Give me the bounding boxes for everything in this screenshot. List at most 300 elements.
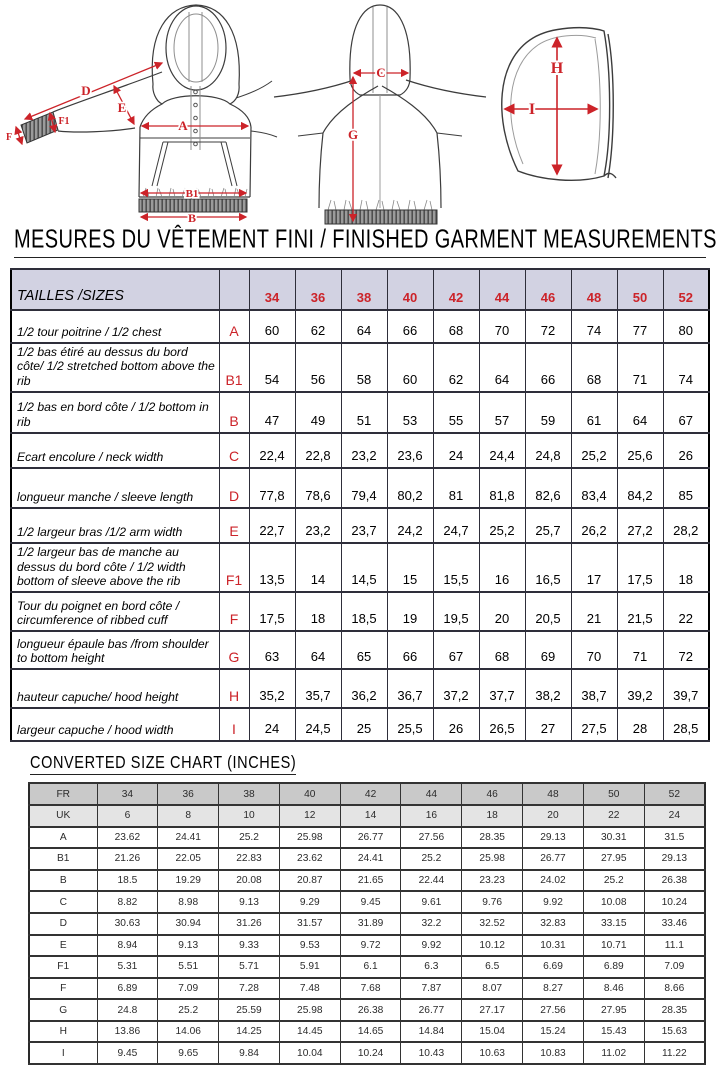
value-cell: 8 xyxy=(158,805,219,827)
value-cell: 15,5 xyxy=(433,543,479,592)
value-cell: 24 xyxy=(644,805,705,827)
row-label: B xyxy=(29,870,97,892)
value-cell: 80 xyxy=(663,310,709,343)
measurements-table-body xyxy=(11,310,709,741)
measurement-row xyxy=(11,543,709,592)
value-cell: 9.33 xyxy=(219,935,280,957)
value-cell: 52 xyxy=(663,269,709,310)
value-cell: 26,2 xyxy=(571,508,617,543)
value-cell: 67 xyxy=(663,392,709,433)
value-cell: 38,2 xyxy=(525,669,571,708)
value-cell: 21.26 xyxy=(97,848,158,870)
value-cell: 8.27 xyxy=(523,978,584,1000)
measurement-row xyxy=(11,468,709,508)
value-cell: 11.02 xyxy=(583,1042,644,1064)
value-cell: 53 xyxy=(387,392,433,433)
value-cell: 74 xyxy=(571,310,617,343)
measure-label-f1: F1 xyxy=(58,116,70,127)
value-cell: 32.52 xyxy=(462,913,523,935)
value-cell: 22,4 xyxy=(249,433,295,468)
value-cell: 26 xyxy=(663,433,709,468)
value-cell: 11.1 xyxy=(644,935,705,957)
value-cell: 21.65 xyxy=(340,870,401,892)
value-cell: 29.13 xyxy=(523,827,584,849)
value-cell: 14.06 xyxy=(158,1021,219,1043)
value-cell: 24.8 xyxy=(97,999,158,1021)
value-cell: 6.89 xyxy=(583,956,644,978)
value-cell: 68 xyxy=(433,310,479,343)
value-cell: 22,7 xyxy=(249,508,295,543)
measurement-row xyxy=(11,631,709,669)
value-cell: 29.13 xyxy=(644,848,705,870)
row-label: F1 xyxy=(29,956,97,978)
row-label: E xyxy=(29,935,97,957)
value-cell: 18 xyxy=(462,805,523,827)
measurement-row xyxy=(11,592,709,631)
value-cell: 10 xyxy=(219,805,280,827)
row-label: I xyxy=(29,1042,97,1064)
value-cell: 25,5 xyxy=(387,708,433,741)
value-cell: 9.76 xyxy=(462,891,523,913)
measure-label-g: G xyxy=(347,127,359,142)
row-label: longueur épaule bas /from shoulder to bottom height xyxy=(11,631,219,669)
value-cell: 16 xyxy=(401,805,462,827)
value-cell: 40 xyxy=(387,269,433,310)
value-cell: 21,5 xyxy=(617,592,663,631)
row-label: A xyxy=(29,827,97,849)
value-cell: 39,7 xyxy=(663,669,709,708)
header-row xyxy=(11,269,709,310)
value-cell: 27.56 xyxy=(523,999,584,1021)
converted-chart-title: CONVERTED SIZE CHART (INCHES) xyxy=(30,754,297,774)
measure-label-c: C xyxy=(376,65,386,80)
value-cell: 23,6 xyxy=(387,433,433,468)
measure-label-i: I xyxy=(528,101,536,118)
value-cell: 14.25 xyxy=(219,1021,280,1043)
value-cell: 59 xyxy=(525,392,571,433)
value-cell: 8.07 xyxy=(462,978,523,1000)
value-cell: 19,5 xyxy=(433,592,479,631)
value-cell: 84,2 xyxy=(617,468,663,508)
measurement-row xyxy=(11,433,709,468)
value-cell: 10.12 xyxy=(462,935,523,957)
value-cell: 9.45 xyxy=(97,1042,158,1064)
measurement-row xyxy=(11,708,709,741)
value-cell: 24 xyxy=(433,433,479,468)
value-cell: 28.35 xyxy=(644,999,705,1021)
value-cell: 6.3 xyxy=(401,956,462,978)
row-letter: C xyxy=(219,433,249,468)
value-cell: 20.08 xyxy=(219,870,280,892)
value-cell: 26,5 xyxy=(479,708,525,741)
row-letter: A xyxy=(219,310,249,343)
value-cell: 9.65 xyxy=(158,1042,219,1064)
value-cell: 14.65 xyxy=(340,1021,401,1043)
value-cell: 9.13 xyxy=(219,891,280,913)
value-cell: 31.57 xyxy=(279,913,340,935)
value-cell: 31.89 xyxy=(340,913,401,935)
value-cell: 60 xyxy=(249,310,295,343)
value-cell: 62 xyxy=(433,343,479,392)
value-cell: 10.71 xyxy=(583,935,644,957)
value-cell: 23,7 xyxy=(341,508,387,543)
value-cell: 18,5 xyxy=(341,592,387,631)
row-label: 1/2 largeur bras /1/2 arm width xyxy=(11,508,219,543)
value-cell: 30.94 xyxy=(158,913,219,935)
value-cell: 14.84 xyxy=(401,1021,462,1043)
hood-diagram xyxy=(475,8,720,213)
value-cell: 19 xyxy=(387,592,433,631)
converted-row xyxy=(29,783,705,805)
value-cell: 8.94 xyxy=(97,935,158,957)
value-cell: 38,7 xyxy=(571,669,617,708)
value-cell: 27.95 xyxy=(583,999,644,1021)
value-cell: 33.15 xyxy=(583,913,644,935)
value-cell: 15.63 xyxy=(644,1021,705,1043)
value-cell: 35,7 xyxy=(295,669,341,708)
row-label: hauteur capuche/ hood height xyxy=(11,669,219,708)
value-cell: 77 xyxy=(617,310,663,343)
value-cell: 64 xyxy=(341,310,387,343)
value-cell: 31.26 xyxy=(219,913,280,935)
row-label: 1/2 bas étiré au dessus du bord côte/ 1/2 stretched bottom above the rib xyxy=(11,343,219,392)
row-letter: E xyxy=(219,508,249,543)
value-cell: 15.43 xyxy=(583,1021,644,1043)
value-cell: 6.1 xyxy=(340,956,401,978)
value-cell: 7.09 xyxy=(644,956,705,978)
value-cell: 68 xyxy=(479,631,525,669)
value-cell: 14.45 xyxy=(279,1021,340,1043)
value-cell: 25.59 xyxy=(219,999,280,1021)
value-cell: 60 xyxy=(387,343,433,392)
row-label: G xyxy=(29,999,97,1021)
value-cell: 54 xyxy=(249,343,295,392)
value-cell: 27.17 xyxy=(462,999,523,1021)
row-letter: D xyxy=(219,468,249,508)
value-cell: 30.31 xyxy=(583,827,644,849)
converted-row xyxy=(29,848,705,870)
value-cell: 47 xyxy=(249,392,295,433)
value-cell: 66 xyxy=(387,631,433,669)
converted-row xyxy=(29,1021,705,1043)
value-cell: 27,2 xyxy=(617,508,663,543)
value-cell: 18 xyxy=(295,592,341,631)
measure-label-d: D xyxy=(81,83,91,98)
row-label: Ecart encolure / neck width xyxy=(11,433,219,468)
row-label: largeur capuche / hood width xyxy=(11,708,219,741)
value-cell: 44 xyxy=(401,783,462,805)
value-cell: 6.89 xyxy=(97,978,158,1000)
value-cell: 28.35 xyxy=(462,827,523,849)
value-cell: 11.22 xyxy=(644,1042,705,1064)
value-cell: 26.38 xyxy=(644,870,705,892)
value-cell: 14 xyxy=(340,805,401,827)
value-cell: 22.05 xyxy=(158,848,219,870)
value-cell: 26.77 xyxy=(401,999,462,1021)
value-cell: 42 xyxy=(340,783,401,805)
value-cell: 74 xyxy=(663,343,709,392)
value-cell: 6.5 xyxy=(462,956,523,978)
measure-label-h: H xyxy=(550,60,564,77)
value-cell: 70 xyxy=(571,631,617,669)
value-cell: 9.92 xyxy=(401,935,462,957)
value-cell: 23.62 xyxy=(97,827,158,849)
value-cell: 57 xyxy=(479,392,525,433)
value-cell: 9.29 xyxy=(279,891,340,913)
row-letter: F1 xyxy=(219,543,249,592)
value-cell: 70 xyxy=(479,310,525,343)
value-cell: 20,5 xyxy=(525,592,571,631)
value-cell: 22.44 xyxy=(401,870,462,892)
value-cell: 71 xyxy=(617,631,663,669)
value-cell: 46 xyxy=(462,783,523,805)
value-cell: 5.71 xyxy=(219,956,280,978)
converted-row xyxy=(29,805,705,827)
value-cell: 10.43 xyxy=(401,1042,462,1064)
value-cell: 68 xyxy=(571,343,617,392)
value-cell: 9.45 xyxy=(340,891,401,913)
back-view-diagram xyxy=(270,0,490,228)
value-cell: 65 xyxy=(341,631,387,669)
value-cell: 71 xyxy=(617,343,663,392)
measure-label-b1: B1 xyxy=(185,188,199,200)
value-cell: 10.83 xyxy=(523,1042,584,1064)
value-cell: 37,2 xyxy=(433,669,479,708)
value-cell: 31.5 xyxy=(644,827,705,849)
value-cell: 49 xyxy=(295,392,341,433)
value-cell: 14,5 xyxy=(341,543,387,592)
value-cell: 72 xyxy=(663,631,709,669)
value-cell: 27 xyxy=(525,708,571,741)
value-cell: 36 xyxy=(158,783,219,805)
value-cell: 39,2 xyxy=(617,669,663,708)
value-cell: 25.2 xyxy=(401,848,462,870)
converted-row xyxy=(29,956,705,978)
value-cell: 27,5 xyxy=(571,708,617,741)
value-cell: 81,8 xyxy=(479,468,525,508)
garment-diagrams xyxy=(0,0,720,228)
value-cell: 83,4 xyxy=(571,468,617,508)
value-cell: 16 xyxy=(479,543,525,592)
value-cell: 24 xyxy=(249,708,295,741)
measure-label-b: B xyxy=(187,211,197,225)
value-cell: 18.5 xyxy=(97,870,158,892)
row-label: TAILLES /SIZES xyxy=(11,269,219,310)
value-cell: 24,7 xyxy=(433,508,479,543)
measurement-row xyxy=(11,508,709,543)
value-cell: 64 xyxy=(617,392,663,433)
row-label: 1/2 bas en bord côte / 1/2 bottom in rib xyxy=(11,392,219,433)
value-cell: 10.63 xyxy=(462,1042,523,1064)
value-cell: 20 xyxy=(479,592,525,631)
converted-row xyxy=(29,999,705,1021)
value-cell: 42 xyxy=(433,269,479,310)
value-cell: 23.23 xyxy=(462,870,523,892)
value-cell: 27.56 xyxy=(401,827,462,849)
value-cell: 5.91 xyxy=(279,956,340,978)
value-cell: 32.2 xyxy=(401,913,462,935)
value-cell: 64 xyxy=(479,343,525,392)
value-cell: 10.24 xyxy=(340,1042,401,1064)
value-cell: 9.84 xyxy=(219,1042,280,1064)
value-cell: 67 xyxy=(433,631,479,669)
value-cell: 24.41 xyxy=(340,848,401,870)
row-label: 1/2 tour poitrine / 1/2 chest xyxy=(11,310,219,343)
value-cell: 20 xyxy=(523,805,584,827)
value-cell: 26.77 xyxy=(340,827,401,849)
value-cell: 7.48 xyxy=(279,978,340,1000)
value-cell: 77,8 xyxy=(249,468,295,508)
measurement-row xyxy=(11,392,709,433)
value-cell: 32.83 xyxy=(523,913,584,935)
converted-row xyxy=(29,870,705,892)
value-cell: 15.04 xyxy=(462,1021,523,1043)
value-cell: 40 xyxy=(279,783,340,805)
row-label: C xyxy=(29,891,97,913)
value-cell: 69 xyxy=(525,631,571,669)
value-cell: 85 xyxy=(663,468,709,508)
converted-row xyxy=(29,978,705,1000)
row-label: D xyxy=(29,913,97,935)
converted-row xyxy=(29,891,705,913)
value-cell: 25,7 xyxy=(525,508,571,543)
value-cell: 10.24 xyxy=(644,891,705,913)
value-cell: 17,5 xyxy=(617,543,663,592)
converted-row xyxy=(29,827,705,849)
measurements-table xyxy=(10,268,710,742)
value-cell: 38 xyxy=(341,269,387,310)
value-cell: 25 xyxy=(341,708,387,741)
value-cell: 79,4 xyxy=(341,468,387,508)
value-cell: 34 xyxy=(97,783,158,805)
value-cell: 25.98 xyxy=(462,848,523,870)
value-cell: 63 xyxy=(249,631,295,669)
value-cell: 6 xyxy=(97,805,158,827)
value-cell: 82,6 xyxy=(525,468,571,508)
value-cell: 36,2 xyxy=(341,669,387,708)
value-cell: 8.82 xyxy=(97,891,158,913)
value-cell: 24,8 xyxy=(525,433,571,468)
row-label: B1 xyxy=(29,848,97,870)
measurement-row xyxy=(11,669,709,708)
value-cell: 8.66 xyxy=(644,978,705,1000)
value-cell: 14 xyxy=(295,543,341,592)
converted-row xyxy=(29,913,705,935)
value-cell: 48 xyxy=(571,269,617,310)
value-cell: 5.51 xyxy=(158,956,219,978)
value-cell: 34 xyxy=(249,269,295,310)
value-cell: 25.2 xyxy=(583,870,644,892)
value-cell: 62 xyxy=(295,310,341,343)
value-cell: 10.04 xyxy=(279,1042,340,1064)
value-cell: 10.31 xyxy=(523,935,584,957)
value-cell: 6.69 xyxy=(523,956,584,978)
row-label: UK xyxy=(29,805,97,827)
measurements-table-header xyxy=(11,269,709,310)
value-cell: 16,5 xyxy=(525,543,571,592)
value-cell: 78,6 xyxy=(295,468,341,508)
row-letter: G xyxy=(219,631,249,669)
page-title: MESURES DU VÊTEMENT FINI / FINISHED GARMENT MEASUREMENTS xyxy=(14,232,706,258)
value-cell: 7.68 xyxy=(340,978,401,1000)
row-letter: B xyxy=(219,392,249,433)
value-cell: 24,5 xyxy=(295,708,341,741)
value-cell: 25.2 xyxy=(158,999,219,1021)
value-cell: 22,8 xyxy=(295,433,341,468)
measure-label-a: A xyxy=(178,118,188,133)
measurement-row xyxy=(11,310,709,343)
value-cell: 22.83 xyxy=(219,848,280,870)
measurement-row xyxy=(11,343,709,392)
value-cell: 66 xyxy=(387,310,433,343)
value-cell: 55 xyxy=(433,392,479,433)
value-cell: 13.86 xyxy=(97,1021,158,1043)
value-cell: 5.31 xyxy=(97,956,158,978)
converted-size-table xyxy=(28,782,706,1065)
value-cell: 46 xyxy=(525,269,571,310)
row-letter: H xyxy=(219,669,249,708)
value-cell: 17,5 xyxy=(249,592,295,631)
value-cell: 38 xyxy=(219,783,280,805)
value-cell: 24,4 xyxy=(479,433,525,468)
value-cell: 7.28 xyxy=(219,978,280,1000)
value-cell: 23,2 xyxy=(295,508,341,543)
value-cell: 52 xyxy=(644,783,705,805)
value-cell: 23.62 xyxy=(279,848,340,870)
value-cell: 28,5 xyxy=(663,708,709,741)
value-cell: 19.29 xyxy=(158,870,219,892)
value-cell: 9.61 xyxy=(401,891,462,913)
value-cell: 30.63 xyxy=(97,913,158,935)
value-cell: 35,2 xyxy=(249,669,295,708)
value-cell: 66 xyxy=(525,343,571,392)
value-cell: 22 xyxy=(663,592,709,631)
value-cell: 64 xyxy=(295,631,341,669)
value-cell: 25,6 xyxy=(617,433,663,468)
value-cell: 15.24 xyxy=(523,1021,584,1043)
value-cell: 56 xyxy=(295,343,341,392)
value-cell: 25,2 xyxy=(571,433,617,468)
row-label: 1/2 largeur bas de manche au dessus du bord côte / 1/2 width bottom of sleeve above the rib xyxy=(11,543,219,592)
value-cell: 28,2 xyxy=(663,508,709,543)
value-cell: 36 xyxy=(295,269,341,310)
value-cell: 9.13 xyxy=(158,935,219,957)
value-cell: 21 xyxy=(571,592,617,631)
value-cell: 25,2 xyxy=(479,508,525,543)
value-cell: 24,2 xyxy=(387,508,433,543)
value-cell: 81 xyxy=(433,468,479,508)
value-cell: 15 xyxy=(387,543,433,592)
value-cell: 24.41 xyxy=(158,827,219,849)
value-cell: 50 xyxy=(583,783,644,805)
value-cell: 23,2 xyxy=(341,433,387,468)
value-cell: 80,2 xyxy=(387,468,433,508)
row-letter: I xyxy=(219,708,249,741)
converted-row xyxy=(29,1042,705,1064)
value-cell: 9.72 xyxy=(340,935,401,957)
value-cell: 44 xyxy=(479,269,525,310)
value-cell: 8.98 xyxy=(158,891,219,913)
value-cell: 37,7 xyxy=(479,669,525,708)
value-cell: 24.02 xyxy=(523,870,584,892)
value-cell: 26.77 xyxy=(523,848,584,870)
measure-label-e: E xyxy=(117,100,127,115)
value-cell: 58 xyxy=(341,343,387,392)
row-label: H xyxy=(29,1021,97,1043)
row-letter: F xyxy=(219,592,249,631)
value-cell: 10.08 xyxy=(583,891,644,913)
value-cell: 7.87 xyxy=(401,978,462,1000)
